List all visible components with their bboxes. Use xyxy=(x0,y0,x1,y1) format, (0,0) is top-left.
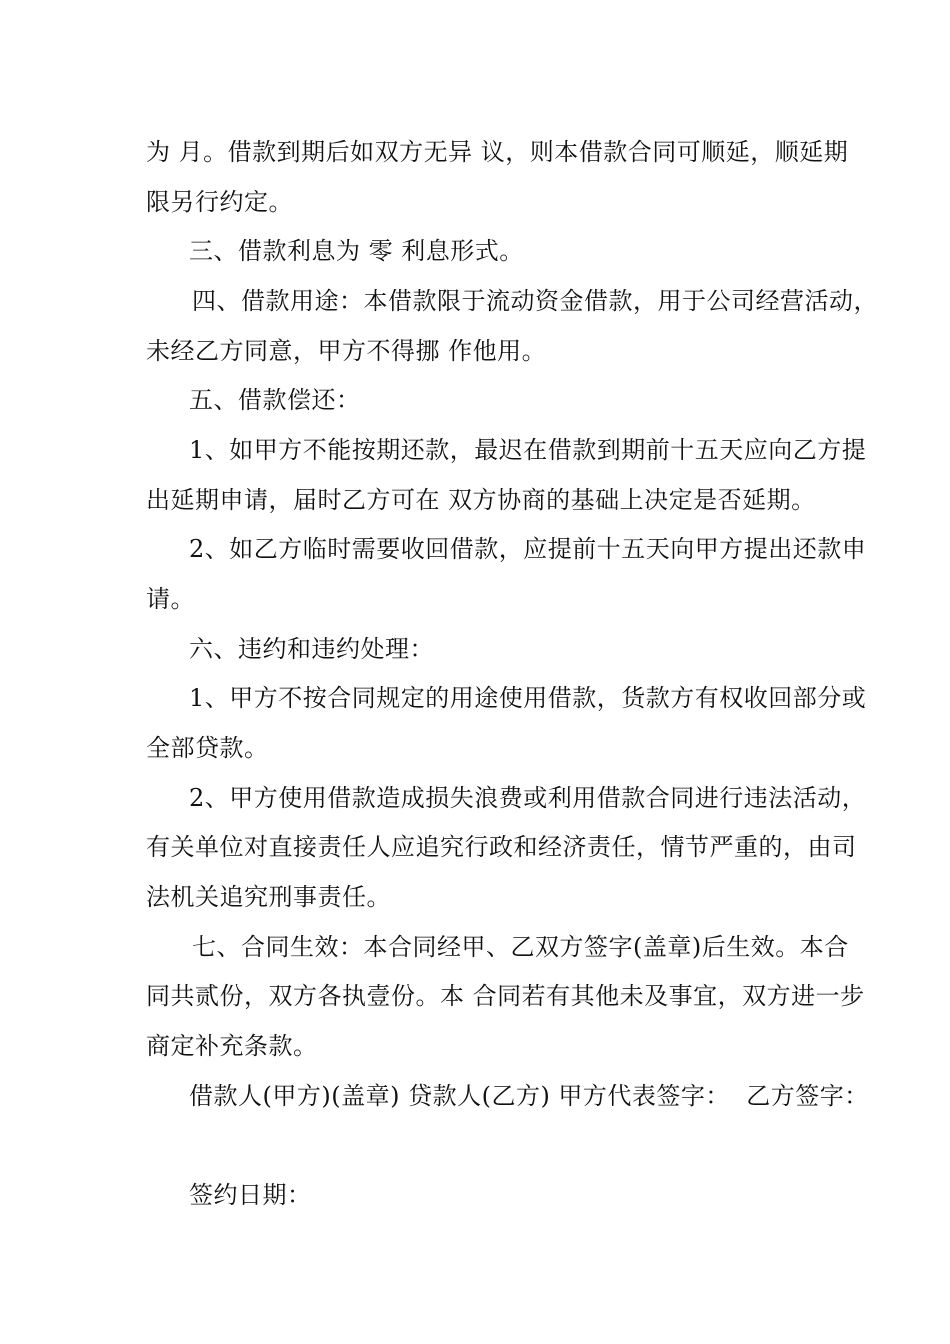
text-line: 请。 xyxy=(146,585,195,613)
signature-line: 借款人(甲方)(盖章) 贷款人(乙方) 甲方代表签字： 乙方签字： xyxy=(189,1082,869,1110)
text-line: 三、借款利息为 零 利息形式。 xyxy=(189,237,524,265)
text-line: 四、借款用途：本借款限于流动资金借款，用于公司经营活动， xyxy=(192,287,878,315)
text-line: 七、合同生效：本合同经甲、乙双方签字(盖章)后生效。本合 xyxy=(192,933,849,961)
text-line: 商定补充条款。 xyxy=(146,1032,318,1060)
text-line: 出延期申请，届时乙方可在 双方协商的基础上决定是否延期。 xyxy=(146,486,816,514)
text-line: 六、违约和违约处理： xyxy=(189,635,434,663)
text-line: 2、甲方使用借款造成损失浪费或利用借款合同进行违法活动， xyxy=(189,784,867,812)
text-line: 为 月。借款到期后如双方无异 议，则本借款合同可顺延，顺延期 xyxy=(146,138,849,166)
text-line: 1、如甲方不能按期还款，最迟在借款到期前十五天应向乙方提 xyxy=(189,436,867,464)
text-line: 限另行约定。 xyxy=(146,188,293,216)
text-line: 全部贷款。 xyxy=(146,734,269,762)
text-line: 有关单位对直接责任人应追究行政和经济责任，情节严重的，由司 xyxy=(146,833,857,861)
text-line: 五、借款偿还： xyxy=(189,386,361,414)
text-line: 法机关追究刑事责任。 xyxy=(146,883,391,911)
text-line: 未经乙方同意，甲方不得挪 作他用。 xyxy=(146,337,547,365)
text-line: 同共贰份，双方各执壹份。本 合同若有其他未及事宜，双方进一步 xyxy=(146,982,865,1010)
text-line: 1、甲方不按合同规定的用途使用借款，货款方有权收回部分或 xyxy=(189,684,867,712)
text-line: 2、如乙方临时需要收回借款，应提前十五天向甲方提出还款申 xyxy=(189,535,867,563)
sign-date-label: 签约日期： xyxy=(189,1181,312,1209)
